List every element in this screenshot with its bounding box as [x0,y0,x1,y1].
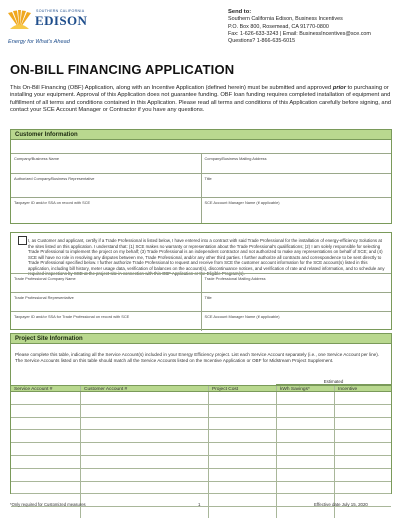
trade-professional-grid [11,273,391,331]
table-row [11,456,391,469]
table-cell[interactable] [334,405,391,417]
column-header: Incentive [334,386,391,391]
column-header: Customer Account # [80,386,208,391]
table-cell[interactable] [208,430,276,442]
table-cell[interactable] [276,456,334,468]
customer-information-heading: Customer Information [11,130,391,140]
sce-logo [8,7,118,47]
table-cell[interactable] [80,494,208,506]
logo-small-text: SOUTHERN CALIFORNIA [36,9,85,13]
table-row [11,482,391,495]
logo-name: EDISON [35,13,88,28]
form-row [11,274,391,293]
table-cell[interactable] [276,430,334,442]
table-row [11,507,391,518]
send-to-line: Questions? 1-866-635-6015 [228,38,296,45]
table-cell[interactable] [11,405,80,417]
project-site-heading: Project Site Information [11,334,391,344]
table-cell[interactable] [208,392,276,404]
account-manager-field[interactable]: SCE Account Manager Name (if applicable) [201,198,392,223]
acknowledgement-checkbox[interactable] [18,236,27,245]
logo-tagline: Energy for What's Ahead [8,39,70,45]
mailing-address-field[interactable]: Company/Business Mailing Address [201,154,392,173]
send-to-block [228,9,396,45]
table-cell[interactable] [80,469,208,481]
trade-representative-field[interactable]: Trade Professional Representative [14,294,74,300]
table-cell[interactable] [334,443,391,455]
table-cell[interactable] [80,392,208,404]
estimated-header-row [11,379,391,385]
trade-account-manager-field[interactable]: SCE Account Manager Name (if applicable) [201,312,392,331]
table-cell[interactable] [208,405,276,417]
table-cell[interactable] [334,456,391,468]
table-row [11,405,391,418]
column-header: kWh Savings* [276,386,334,391]
trade-taxpayer-id-field[interactable]: Taxpayer ID and/or SSA for Trade Professional on record with SCE [14,313,130,319]
intro-part-2: to purchasing or installing your equipment. Approval of this Application does not guarantee funding. OBF loan funding requires completed installation of equipment and fulfillment of all terms and conditions contained in this Application. Please read all terms and conditions of this Application carefully before signing, and contact your SCE Account Manager or Contractor if you have any questions. [10,85,391,114]
table-cell[interactable] [276,443,334,455]
table-cell[interactable] [208,507,276,518]
acknowledgement-text: I, as Customer and applicant, certify if a Trade Professional is listed below, I have entered into a contract with said Trade Professional for the installation of energy-efficiency Solutions at the sites listed on this application. I understand that: (1) SCE makes no warranty or representation about the Trade Professional's qualifications; (2) I am solely responsible for selecting Trade Professional to implement the project on my behalf; (3) Trade Professional is an independent contractor and not authorized to make any representations on behalf of SCE; and (4) SCE will have no role in resolving any disputes between me, Trade Professional, and/or any other third parties. I further authorize all contracts and correspondence to be sent directly to Trade Professional specified below. I further authorize Trade Professional to request and receive from SCE the customer account information for the SCE account(s) listed in this application, including bill history, meter usage data, verification of balances on the account(s), discontinuance notices, and verification of rate and related information, and to schedule any required inspections by SCE at the project site in connection with this OBF Application or the Eligible Program(s). [28,238,385,277]
sun-logo-icon [8,9,31,31]
table-cell[interactable] [276,405,334,417]
title-field[interactable]: Title [201,174,392,197]
table-cell[interactable] [208,482,276,494]
service-account-table [11,379,391,518]
table-cell[interactable] [276,392,334,404]
table-cell[interactable] [11,430,80,442]
project-site-section [10,333,392,494]
table-row [11,418,391,431]
table-cell[interactable] [11,443,80,455]
trade-title-field[interactable]: Title [201,293,392,311]
table-cell[interactable] [11,456,80,468]
form-row [11,312,391,331]
table-row [11,430,391,443]
intro-part-1: This On-Bill Financing (OBF) Application, along with an Incentive Application (defined herein) must be submitted and approved [10,85,333,91]
column-header: Project Cost [208,386,276,391]
taxpayer-id-field[interactable]: Taxpayer ID and/or SSA on record with SCE [14,199,91,205]
send-to-line: Fax: 1-626-633-3243 | Email: BusinessIncentives@sce.com [228,30,371,37]
footnote: *Only required for Customized measures [10,502,86,507]
form-row [11,174,391,198]
intro-paragraph [10,85,392,115]
column-header: Service Account # [14,387,53,392]
table-cell[interactable] [80,405,208,417]
send-to-title: Send to: [228,9,252,15]
table-cell[interactable] [276,507,334,518]
table-cell[interactable] [334,392,391,404]
trade-company-name-field[interactable]: Trade Professional Company Name [14,275,76,281]
table-header-row [11,385,391,392]
representative-field[interactable]: Authorized Company/Business Representative [14,175,95,181]
section-spacer [11,140,391,154]
table-cell[interactable] [334,430,391,442]
form-row [11,154,391,174]
table-cell[interactable] [80,507,208,518]
form-row [11,293,391,312]
form-row [11,198,391,223]
project-site-instructions: Please complete this table, indicating all the Service Account(s) included in your Energy Efficiency project. List each Service Account separately (i.e., one Service Account per line). The Service Accounts listed on this table should match all the Service Accounts listed on the Incentive Application or OBF for Midstream Project Supplement. [15,352,380,363]
table-cell[interactable] [276,482,334,494]
table-cell[interactable] [80,418,208,430]
table-cell[interactable] [80,482,208,494]
trade-mailing-address-field[interactable]: Trade Professional Mailing Address [201,274,392,292]
table-cell[interactable] [276,418,334,430]
table-cell[interactable] [80,443,208,455]
table-cell[interactable] [208,456,276,468]
table-cell[interactable] [334,482,391,494]
table-cell[interactable] [80,430,208,442]
table-body [11,392,391,518]
table-cell[interactable] [208,469,276,481]
table-row [11,392,391,405]
header-spacer [11,379,276,385]
page-title: ON-BILL FINANCING APPLICATION [10,62,235,77]
table-cell[interactable] [208,494,276,506]
page-number: 1 [198,502,201,507]
intro-emphasis: prior [332,85,346,91]
company-name-field[interactable]: Company/Business Name [14,155,59,161]
estimated-label: Estimated [276,379,391,385]
effective-date: Effective date July 15, 2020 [314,502,368,507]
table-cell[interactable] [11,418,80,430]
send-to-line: P.O. Box 800, Rosemead, CA 91770-0800 [228,23,329,30]
table-cell[interactable] [334,469,391,481]
table-cell[interactable] [11,507,80,518]
table-cell[interactable] [334,418,391,430]
table-cell[interactable] [80,456,208,468]
table-cell[interactable] [208,443,276,455]
table-row [11,443,391,456]
acknowledgement-section [10,232,392,330]
customer-information-section [10,129,392,224]
table-cell[interactable] [334,507,391,518]
table-cell[interactable] [11,392,80,404]
table-cell[interactable] [11,482,80,494]
table-cell[interactable] [11,469,80,481]
table-cell[interactable] [208,418,276,430]
send-to-line: Southern California Edison, Business Incentives [228,16,343,23]
table-cell[interactable] [276,469,334,481]
table-row [11,469,391,482]
